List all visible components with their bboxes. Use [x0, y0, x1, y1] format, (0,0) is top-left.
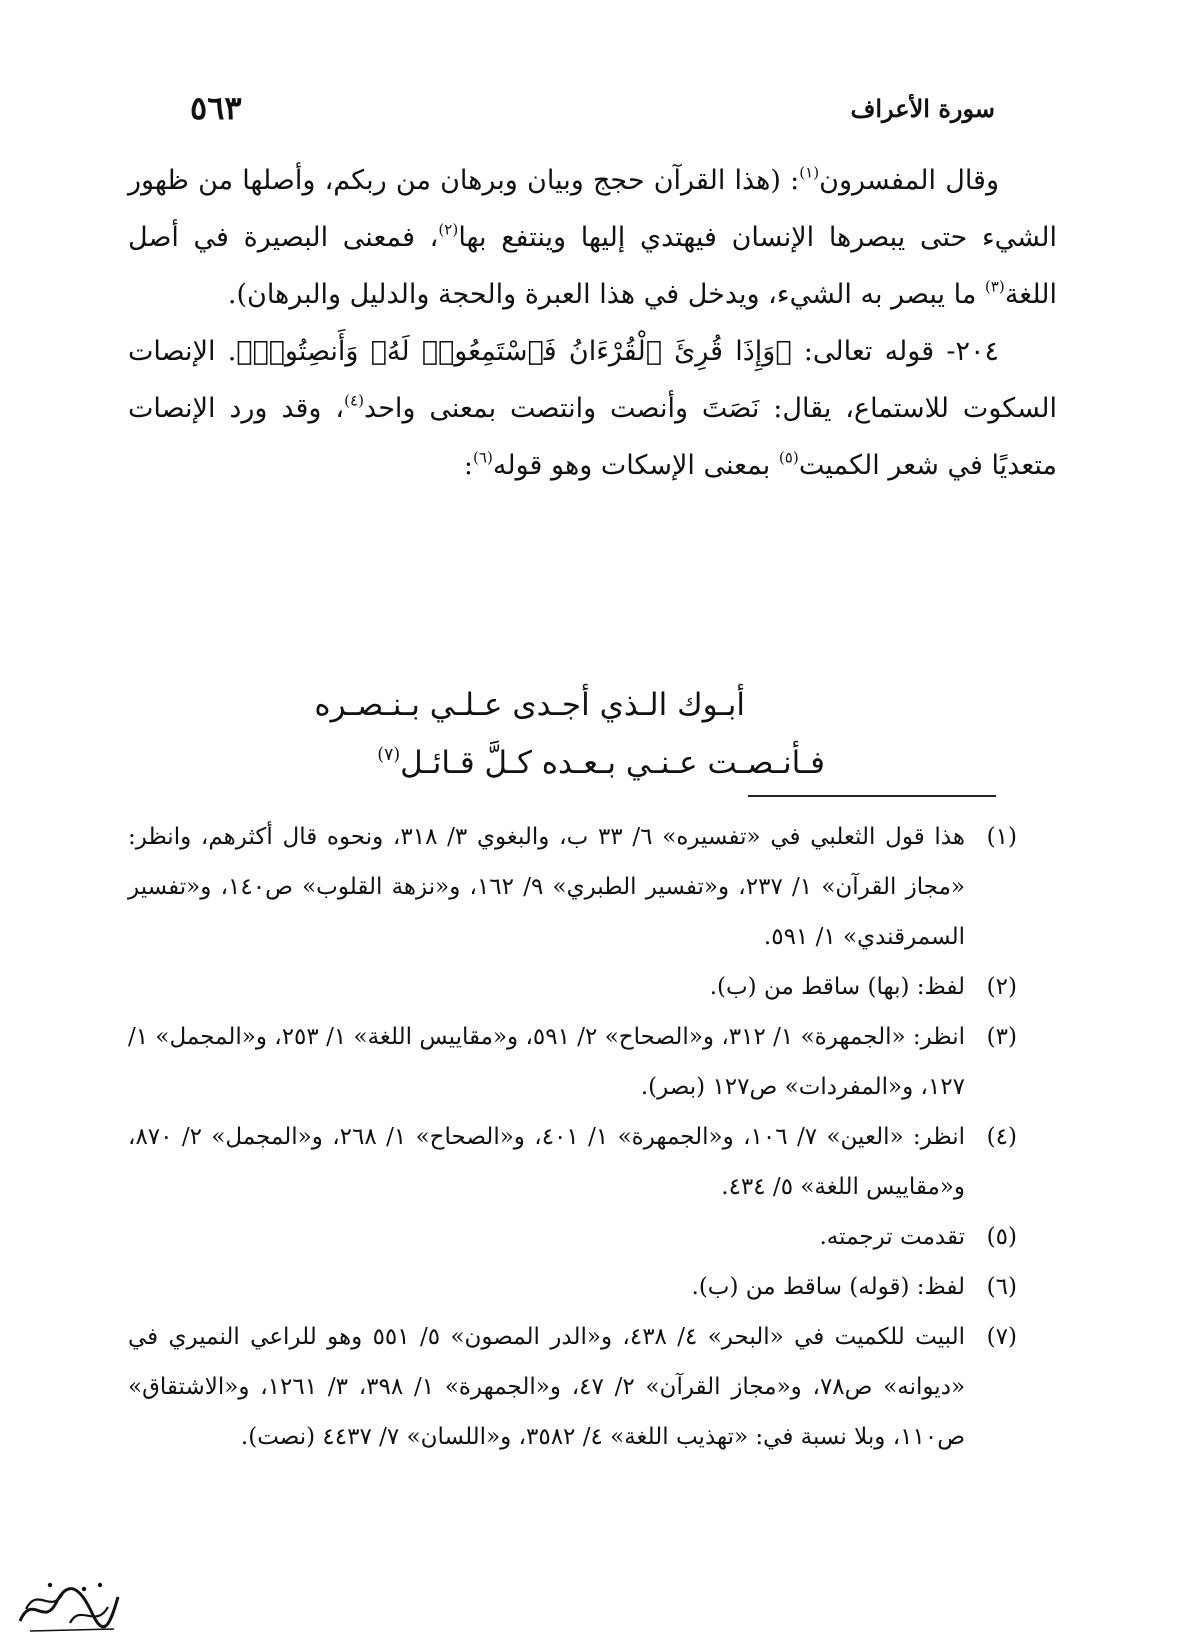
text-run: ، فمعنى البصيرة في أصل اللغة — [128, 222, 1057, 310]
verse-text: فـأنـصـت عـنـي بـعـده كـلَّ قـائـل — [400, 745, 825, 781]
footnote-item — [128, 812, 1017, 962]
footnote-ref: (٣) — [984, 277, 1005, 296]
calligraphy-logo-icon — [10, 1573, 125, 1639]
footnote-text: تقدمت ترجمته. — [819, 1224, 965, 1250]
footnote-item — [128, 1262, 1017, 1312]
quran-quote: ﴿وَإِذَا قُرِئَ ٱلْقُرْءَانُ فَٱسْتَمِعُوا۟ لَهُۥ وَأَنصِتُوا۟﴾ — [236, 336, 792, 367]
footnote-ref: (٦) — [472, 448, 493, 467]
text-run: : (هذا القرآن حجج وبيان وبرهان من ربكم، وأصلها من ظهور الشيء حتى يبصرها الإنسان فيهتدي إليها وينتفع بها — [128, 165, 1057, 253]
poetry-verse — [200, 676, 985, 792]
footnote-item — [128, 962, 1017, 1012]
footnote-ref: (٥) — [778, 448, 799, 467]
page-header — [190, 86, 995, 130]
page-number: ٥٦٣ — [190, 89, 242, 127]
surah-title: سورة الأعراف — [850, 93, 995, 123]
main-text — [128, 152, 1057, 494]
footnote-item — [128, 1112, 1017, 1212]
verse-second-hemistich — [200, 734, 985, 792]
footnote-number: (٤) — [986, 1124, 1017, 1150]
verse-first-hemistich: أبـوك الـذي أجـدى عـلـي بـنـصـره — [314, 687, 745, 723]
footnote-text: لفظ: (قوله) ساقط من (ب). — [691, 1274, 965, 1300]
footnote-text: البيت للكميت في «البحر» ٤/ ٤٣٨، و«الدر المصون» ٥/ ٥٥١ وهو للراعي النميري في «ديوانه» ص٧٨، و«مجاز القرآن» ٢/ ٤٧، و«الجمهرة» ١/ ٣٩٨، ٣/ ١٢٦١، و«الاشتقاق» ص١١٠، وبلا نسبة في: «تهذيب اللغة» ٤/ ٣٥٨٢، و«اللسان» ٧/ ٤٤٣٧ (نصت). — [128, 1324, 966, 1450]
footnote-number: (٢) — [986, 974, 1017, 1000]
footnote-ref: (٤) — [344, 391, 365, 410]
paragraph-commentators — [128, 152, 1057, 323]
text-run: ما يبصر به الشيء، ويدخل في هذا العبرة والحجة والدليل والبرهان). — [227, 279, 985, 310]
footnote-separator — [748, 795, 996, 797]
footnote-item — [128, 1212, 1017, 1262]
footnote-text: انظر: «الجمهرة» ١/ ٣١٢، و«الصحاح» ٢/ ٥٩١، و«مقاييس اللغة» ١/ ٢٥٣، و«المجمل» ١/ ١٢٧، و«المفردات» ص١٢٧ (بصر). — [128, 1024, 966, 1100]
library-stamp-logo — [10, 1573, 125, 1639]
text-run: . الإنصات السكوت للاستماع، يقال: نَصَتَ وأنصت وانتصت بمعنى واحد — [128, 336, 1058, 424]
text-run: وقال المفسرون — [819, 165, 999, 196]
text-run: ٢٠٤- قوله تعالى: — [791, 336, 999, 367]
footnote-ref: (٧) — [377, 744, 401, 765]
footnotes — [128, 812, 1017, 1462]
footnote-text: لفظ: (بها) ساقط من (ب). — [709, 974, 965, 1000]
footnote-number: (١) — [986, 824, 1017, 850]
footnote-number: (٥) — [986, 1224, 1017, 1250]
footnote-number: (٧) — [986, 1324, 1017, 1350]
footnote-number: (٣) — [986, 1024, 1017, 1050]
footnote-text: انظر: «العين» ٧/ ١٠٦، و«الجمهرة» ١/ ٤٠١، و«الصحاح» ١/ ٢٦٨، و«المجمل» ٢/ ٨٧٠، و«مقاييس اللغة» ٥/ ٤٣٤. — [128, 1124, 966, 1200]
footnote-item — [128, 1012, 1017, 1112]
footnote-item — [128, 1312, 1017, 1462]
footnote-number: (٦) — [986, 1274, 1017, 1300]
text-run: : — [463, 450, 473, 481]
text-run: ، وقد ورد الإنصات متعديًا في شعر الكميت — [128, 393, 1057, 481]
footnote-ref: (١) — [799, 163, 820, 182]
footnote-text: هذا قول الثعلبي في «تفسيره» ٦/ ٣٣ ب، والبغوي ٣/ ٣١٨، ونحوه قال أكثرهم، وانظر: «مجاز القرآن» ١/ ٢٣٧، و«تفسير الطبري» ٩/ ١٦٢، و«نزهة القلوب» ص١٤٠، و«تفسير السمرقندي» ١/ ٥٩١. — [128, 824, 966, 950]
footnote-ref: (٢) — [438, 220, 459, 239]
text-run: بمعنى الإسكات وهو قوله — [492, 450, 779, 481]
paragraph-verse-204 — [128, 323, 1057, 494]
